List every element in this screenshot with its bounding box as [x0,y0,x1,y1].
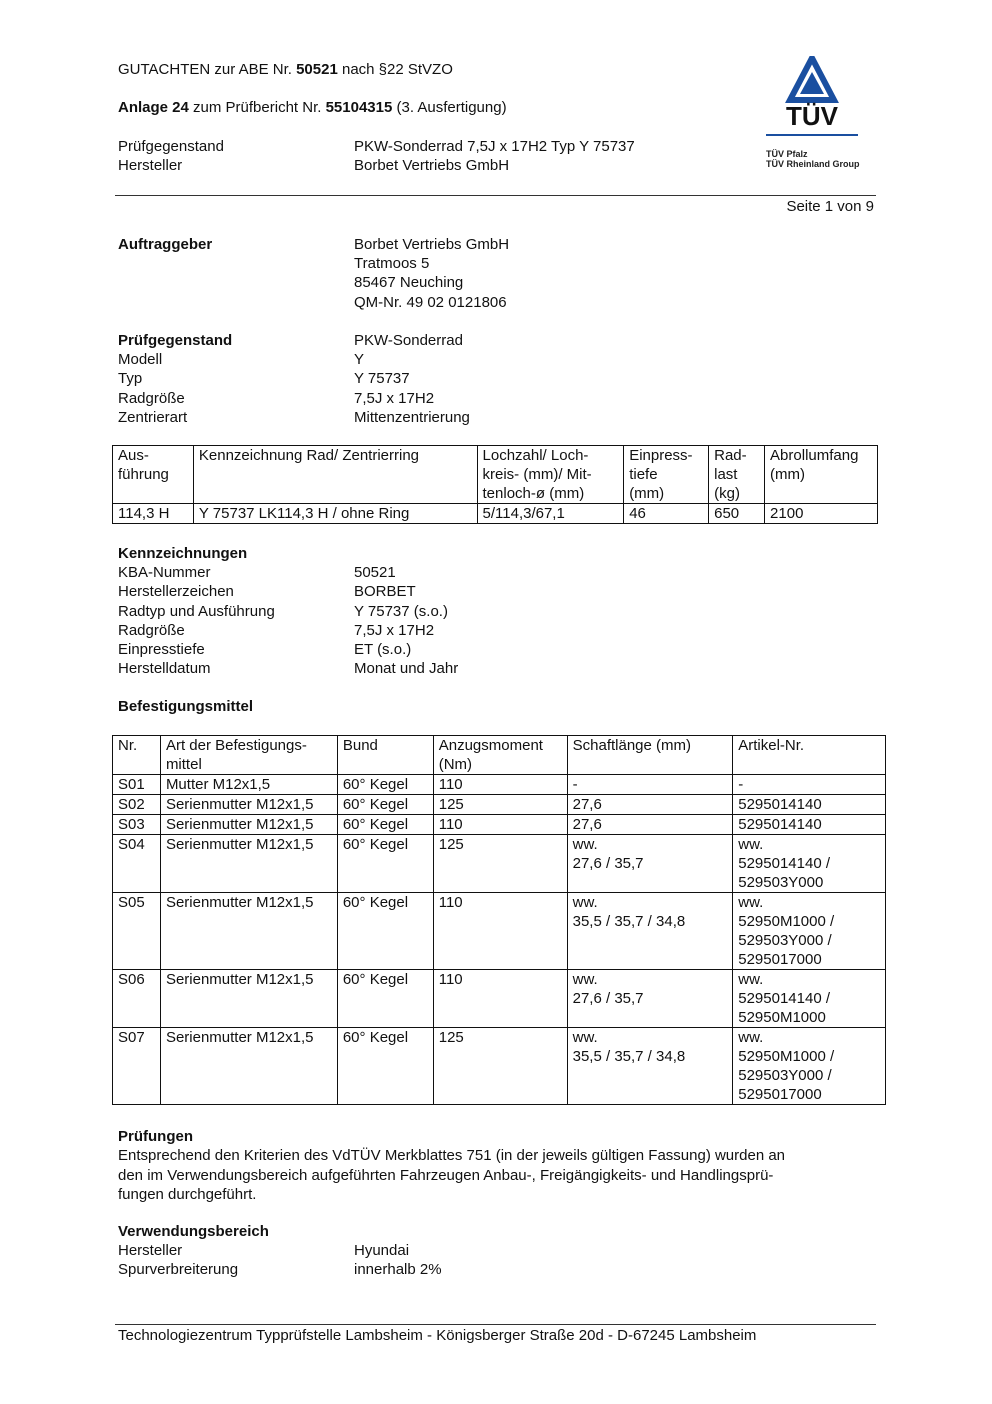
table-header-cell: Nr. [113,736,161,775]
table-header-cell: Bund [337,736,433,775]
spec-key: Modell [118,351,163,369]
table-cell: 5295014140 [733,815,886,835]
table-cell: ww. 27,6 / 35,7 [567,970,733,1028]
table-cell: - [733,775,886,795]
table-cell: 110 [433,893,567,970]
table-header-cell: Lochzahl/ Loch- kreis- (mm)/ Mit- tenloch-ø (mm) [477,446,624,504]
logo-sub-2: TÜV Rheinland Group [766,159,860,169]
marking-value: ET (s.o.) [354,640,412,658]
table-cell: ww. 52950M1000 / 529503Y000 / 5295017000 [733,893,886,970]
table-cell: 650 [709,504,765,524]
header-row-key: Prüfgegenstand [118,138,224,155]
logo-sub-1: TÜV Pfalz [766,149,808,159]
pruefungen-text-line: Entsprechend den Kriterien des VdTÜV Merkblattes 751 (in der jeweils gültigen Fassung) wurden an [118,1147,786,1165]
pruefgegenstand-section [118,331,818,427]
verwendung-key: Spurverbreiterung [118,1261,239,1279]
table-row [113,970,886,1028]
header-row-key: Hersteller [118,157,183,175]
header-row-value: Borbet Vertriebs GmbH [354,157,510,175]
befestigung-label-text: Befestigungsmittel [118,698,254,715]
marking-value: Y 75737 (s.o.) [354,602,448,620]
anlage-label: Anlage 24 [118,99,189,116]
auftraggeber-line: 85467 Neuching [354,274,464,292]
tuev-brand: TÜV [786,101,838,131]
table-row [113,815,886,835]
table-cell: Mutter M12x1,5 [160,775,337,795]
report-number: 55104315 [325,99,393,116]
table-cell: 125 [433,1028,567,1105]
marking-value: Monat und Jahr [354,660,459,678]
table-cell: 60° Kegel [337,775,433,795]
table-header-row [113,736,886,775]
table-cell: Serienmutter M12x1,5 [160,970,337,1028]
table-row [113,504,878,524]
table-cell: 46 [624,504,709,524]
table-header-cell: Rad- last (kg) [709,446,765,504]
spec-key: Typ [118,370,143,388]
table-row [113,893,886,970]
marking-key: Radgröße [118,621,185,639]
spec-value: 7,5J x 17H2 [354,389,435,407]
fastener-table [112,735,886,1105]
wheel-spec-table [112,445,878,524]
pruefungen-label: Prüfungen [118,1128,193,1145]
table-cell: Serienmutter M12x1,5 [160,835,337,893]
table-cell: 125 [433,835,567,893]
auftraggeber-line: Tratmoos 5 [354,255,430,273]
table-cell: 60° Kegel [337,970,433,1028]
marking-value: 7,5J x 17H2 [354,621,435,639]
spec-key: Radgröße [118,389,185,407]
table-cell: Y 75737 LK114,3 H / ohne Ring [193,504,477,524]
table-row [113,775,886,795]
table-header-cell: Art der Befestigungs- mittel [160,736,337,775]
table-cell: 125 [433,795,567,815]
befestigung-label [118,697,253,716]
table-cell: S01 [113,775,161,795]
table-cell: Serienmutter M12x1,5 [160,1028,337,1105]
header-title-text: GUTACHTEN zur ABE Nr. [118,61,297,78]
spec-value: Y [354,351,365,369]
table-cell: 5295014140 [733,795,886,815]
table-cell: S06 [113,970,161,1028]
marking-value: BORBET [354,583,416,601]
table-header-cell: Kennzeichnung Rad/ Zentrierring [193,446,477,504]
footer-text: Technologiezentrum Typprüfstelle Lambsheim - Königsberger Straße 20d - D-67245 Lambsheim [118,1327,757,1344]
table-cell: 60° Kegel [337,815,433,835]
auftraggeber-line: Borbet Vertriebs GmbH [354,236,510,253]
table-cell: ww. 5295014140 / 52950M1000 [733,970,886,1028]
table-header-cell: Einpress- tiefe (mm) [624,446,709,504]
table-cell: S04 [113,835,161,893]
pruefgegenstand-value: PKW-Sonderrad [354,332,463,349]
table-cell: 27,6 [567,815,733,835]
table-header-cell: Anzugsmoment (Nm) [433,736,567,775]
header-line-2 [118,98,507,117]
verwendung-value: Hyundai [354,1242,410,1260]
table-header-cell: Schaftlänge (mm) [567,736,733,775]
table-cell: ww. 35,5 / 35,7 / 34,8 [567,1028,733,1105]
table-cell: 110 [433,970,567,1028]
table-cell: ww. 27,6 / 35,7 [567,835,733,893]
kennzeichnungen-section [118,544,818,678]
abe-number: 50521 [296,61,338,78]
spec-value: Y 75737 [354,370,410,388]
table-header-cell: Aus- führung [113,446,194,504]
table-row [113,795,886,815]
table-cell: S02 [113,795,161,815]
table-cell: 5/114,3/67,1 [477,504,624,524]
table-cell: ww. 35,5 / 35,7 / 34,8 [567,893,733,970]
logo-rule [766,134,858,136]
pruefungen-text-line: den im Verwendungsbereich aufgeführten Fahrzeugen Anbau-, Freigängigkeits- und Handlingsprü- [118,1166,774,1184]
marking-key: Radtyp und Ausführung [118,602,275,620]
table-cell: S07 [113,1028,161,1105]
header-rows [118,137,818,175]
table-cell: 114,3 H [113,504,194,524]
table-cell: Serienmutter M12x1,5 [160,893,337,970]
table-cell: Serienmutter M12x1,5 [160,815,337,835]
table-cell: 110 [433,775,567,795]
report-edition: (3. Ausfertigung) [392,99,507,116]
marking-key: Herstelldatum [118,660,211,678]
table-cell: S05 [113,893,161,970]
auftraggeber-line: QM-Nr. 49 02 0121806 [354,293,507,311]
table-cell: 60° Kegel [337,835,433,893]
auftraggeber-label: Auftraggeber [118,236,213,253]
table-cell: 2100 [765,504,878,524]
marking-value: 50521 [354,564,396,582]
verwendung-section [118,1222,818,1280]
table-header-cell: Abrollumfang (mm) [765,446,878,504]
footer-divider [115,1324,876,1325]
tuev-triangle-icon [762,56,862,106]
table-cell: 110 [433,815,567,835]
table-header-row [113,446,878,504]
table-header-cell: Artikel-Nr. [733,736,886,775]
header-title-suffix: nach §22 StVZO [337,61,453,78]
pruefgegenstand-label: Prüfgegenstand [118,332,233,349]
header-divider [115,195,876,196]
table-cell: ww. 52950M1000 / 529503Y000 / 5295017000 [733,1028,886,1105]
spec-key: Zentrierart [118,408,188,426]
verwendung-key: Hersteller [118,1242,183,1260]
header-line-1 [118,60,453,79]
table-cell: 60° Kegel [337,893,433,970]
table-row [113,1028,886,1105]
table-cell: Serienmutter M12x1,5 [160,795,337,815]
tuev-logo [762,56,862,172]
marking-key: KBA-Nummer [118,564,211,582]
verwendung-value: innerhalb 2% [354,1261,442,1279]
page-number: Seite 1 von 9 [786,198,874,215]
marking-key: Herstellerzeichen [118,583,234,601]
pruefungen-text-line: fungen durchgeführt. [118,1186,257,1204]
marking-key: Einpresstiefe [118,640,205,658]
table-cell: - [567,775,733,795]
table-cell: S03 [113,815,161,835]
auftraggeber-section [118,235,818,312]
table-cell: 27,6 [567,795,733,815]
header-row-value: PKW-Sonderrad 7,5J x 17H2 Typ Y 75737 [354,138,635,155]
spec-value: Mittenzentrierung [354,408,470,426]
report-text: zum Prüfbericht Nr. [188,99,326,116]
table-cell: 60° Kegel [337,1028,433,1105]
kennzeichnungen-label: Kennzeichnungen [118,545,248,562]
pruefungen-section [118,1127,878,1205]
table-row [113,835,886,893]
table-cell: 60° Kegel [337,795,433,815]
table-cell: ww. 5295014140 / 529503Y000 [733,835,886,893]
verwendung-label: Verwendungsbereich [118,1223,269,1240]
